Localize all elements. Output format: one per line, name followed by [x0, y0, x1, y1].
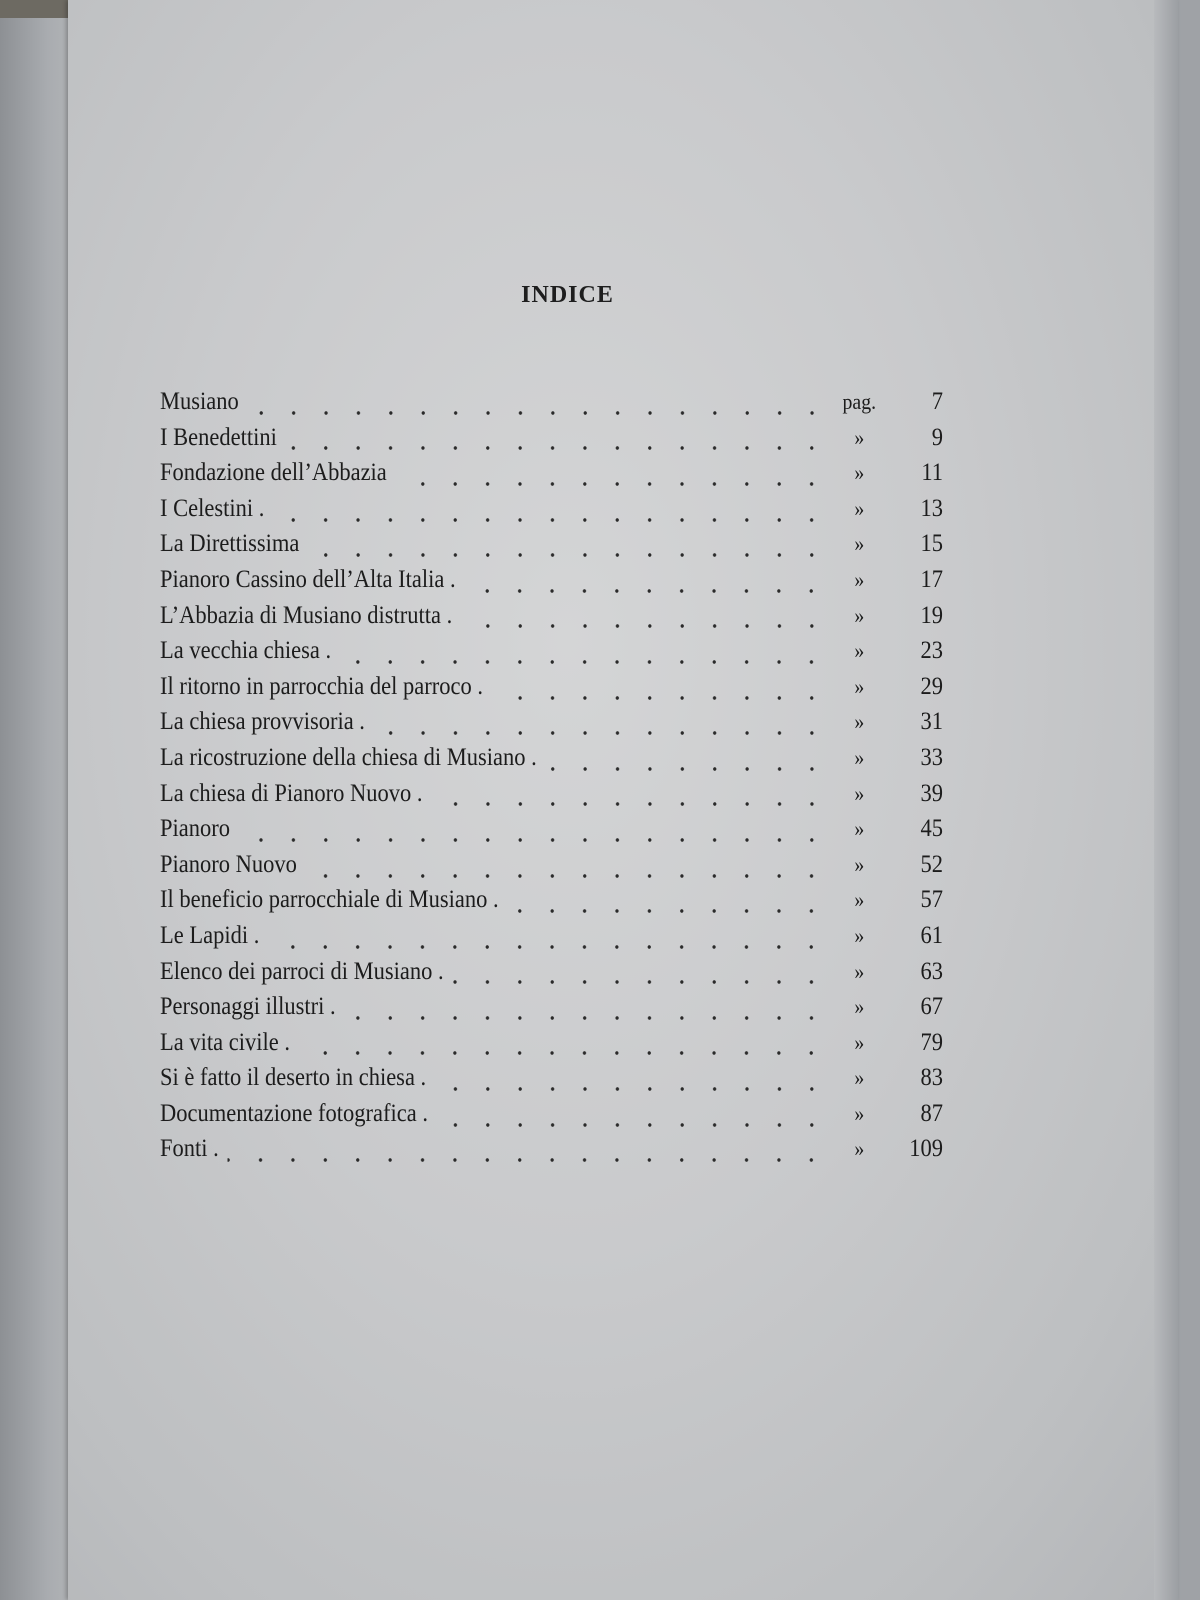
- table-of-contents: [160, 388, 1030, 1171]
- toc-entry-title: Pianoro: [160, 815, 231, 843]
- toc-entry: [160, 1064, 943, 1100]
- page-number: 29: [920, 672, 943, 700]
- page-number: 19: [920, 601, 943, 629]
- toc-entry-title: La Direttissima: [160, 530, 300, 558]
- toc-entry-title: Pianoro Nuovo: [160, 850, 297, 878]
- dot-leader: [437, 1123, 828, 1127]
- toc-entry: [160, 708, 943, 744]
- page-marker: »: [854, 638, 865, 664]
- page-title: INDICE: [521, 282, 614, 308]
- dot-leader: [345, 1016, 828, 1020]
- toc-entry-title: Elenco dei parroci di Musiano .: [160, 957, 444, 985]
- page-number: 33: [920, 743, 943, 771]
- toc-entry-title: Documentazione fotografica .: [160, 1099, 429, 1127]
- dot-leader: [431, 802, 827, 806]
- toc-entry-title: La vecchia chiesa .: [160, 637, 332, 665]
- page-number: 87: [920, 1099, 943, 1127]
- toc-entry: [160, 1029, 943, 1065]
- toc-entry-title: Le Lapidi .: [160, 921, 260, 949]
- dot-leader: [308, 553, 827, 557]
- page-marker: »: [854, 1136, 865, 1162]
- page-number: 31: [920, 708, 943, 736]
- page-marker: »: [854, 851, 865, 877]
- toc-entry-title: Personaggi illustri .: [160, 993, 336, 1021]
- page-marker: pag.: [842, 389, 877, 414]
- dot-leader: [299, 1051, 828, 1055]
- dot-leader: [239, 838, 828, 842]
- toc-entry: [160, 495, 943, 531]
- page-number: 61: [920, 921, 943, 949]
- page-right-edge: [1154, 0, 1178, 1600]
- page-marker: »: [854, 744, 865, 770]
- toc-entry: [160, 602, 943, 638]
- page-marker: »: [854, 994, 865, 1020]
- dot-leader: [492, 696, 828, 700]
- toc-entry: [160, 637, 943, 673]
- toc-entry: [160, 530, 943, 566]
- toc-entry: [160, 851, 943, 887]
- toc-entry: [160, 1100, 943, 1136]
- page-number: 63: [920, 957, 943, 985]
- page-marker: »: [854, 673, 865, 699]
- page-number: 9: [931, 423, 943, 451]
- dot-leader: [465, 589, 828, 593]
- toc-entry: [160, 566, 943, 602]
- page-marker: »: [854, 958, 865, 984]
- page-marker: »: [854, 922, 865, 948]
- toc-entry: [160, 886, 943, 922]
- page-marker: »: [854, 709, 865, 735]
- toc-entry: [160, 744, 943, 780]
- page-marker: »: [854, 424, 865, 450]
- toc-entry: [160, 673, 943, 709]
- toc-entry-title: I Benedettini: [160, 423, 277, 451]
- page-number: 39: [920, 779, 943, 807]
- toc-entry-title: Musiano: [160, 388, 239, 415]
- toc-entry-title: La ricostruzione della chiesa di Musiano .: [160, 743, 537, 771]
- toc-entry-title: Fonti .: [160, 1135, 219, 1163]
- page-number: 52: [920, 850, 943, 878]
- page-number: 11: [921, 459, 943, 487]
- toc-entry: [160, 993, 943, 1029]
- dot-leader: [435, 1087, 828, 1091]
- dot-leader: [273, 518, 827, 522]
- toc-entry: [160, 922, 943, 958]
- page-number: 45: [920, 815, 943, 843]
- page-number: 23: [920, 637, 943, 665]
- page-number: 7: [931, 388, 943, 415]
- toc-entry: [160, 388, 943, 424]
- page-marker: »: [854, 1100, 865, 1126]
- toc-entry: [160, 780, 943, 816]
- page-number: 83: [920, 1064, 943, 1092]
- page-marker: »: [854, 1065, 865, 1091]
- page-number: 57: [920, 886, 943, 914]
- page-marker: »: [854, 780, 865, 806]
- dot-leader: [228, 1158, 828, 1162]
- toc-entry-title: Fondazione dell’Abbazia: [160, 459, 387, 487]
- page-marker: »: [854, 887, 865, 913]
- toc-entry-title: La vita civile .: [160, 1028, 290, 1056]
- dot-leader: [461, 624, 828, 628]
- dot-leader: [268, 945, 827, 949]
- page-marker: »: [854, 566, 865, 592]
- page-marker: »: [854, 460, 865, 486]
- toc-entry-title: Il ritorno in parrocchia del parroco .: [160, 672, 483, 700]
- dot-leader: [508, 909, 828, 913]
- toc-entry-title: Pianoro Cassino dell’Alta Italia .: [160, 565, 456, 593]
- dot-leader: [340, 660, 828, 664]
- toc-entry: [160, 815, 943, 851]
- toc-entry-title: Il beneficio parrocchiale di Musiano .: [160, 886, 499, 914]
- toc-entry-title: I Celestini .: [160, 494, 265, 522]
- page-number: 67: [920, 993, 943, 1021]
- toc-entry: [160, 958, 943, 994]
- page-marker: »: [854, 602, 865, 628]
- dot-leader: [453, 980, 828, 984]
- dot-leader: [306, 874, 828, 878]
- toc-entry: [160, 424, 943, 460]
- page-number: 79: [920, 1028, 943, 1056]
- page-marker: »: [854, 531, 865, 557]
- dot-leader: [374, 731, 828, 735]
- page-number: 109: [909, 1135, 943, 1163]
- toc-entry-title: La chiesa provvisoria .: [160, 708, 365, 736]
- dot-leader: [396, 482, 828, 486]
- toc-entry-title: La chiesa di Pianoro Nuovo .: [160, 779, 423, 807]
- toc-entry: [160, 459, 943, 495]
- dot-leader: [248, 411, 828, 415]
- page-number: 15: [920, 530, 943, 558]
- toc-entry-title: Si è fatto il deserto in chiesa .: [160, 1064, 427, 1092]
- dot-leader: [286, 446, 828, 450]
- page-marker: »: [854, 816, 865, 842]
- page-marker: »: [854, 1029, 865, 1055]
- dot-leader: [546, 767, 828, 771]
- page-marker: »: [854, 495, 865, 521]
- page-number: 17: [920, 565, 943, 593]
- page-number: 13: [920, 494, 943, 522]
- toc-entry: [160, 1135, 943, 1171]
- toc-entry-title: L’Abbazia di Musiano distrutta .: [160, 601, 453, 629]
